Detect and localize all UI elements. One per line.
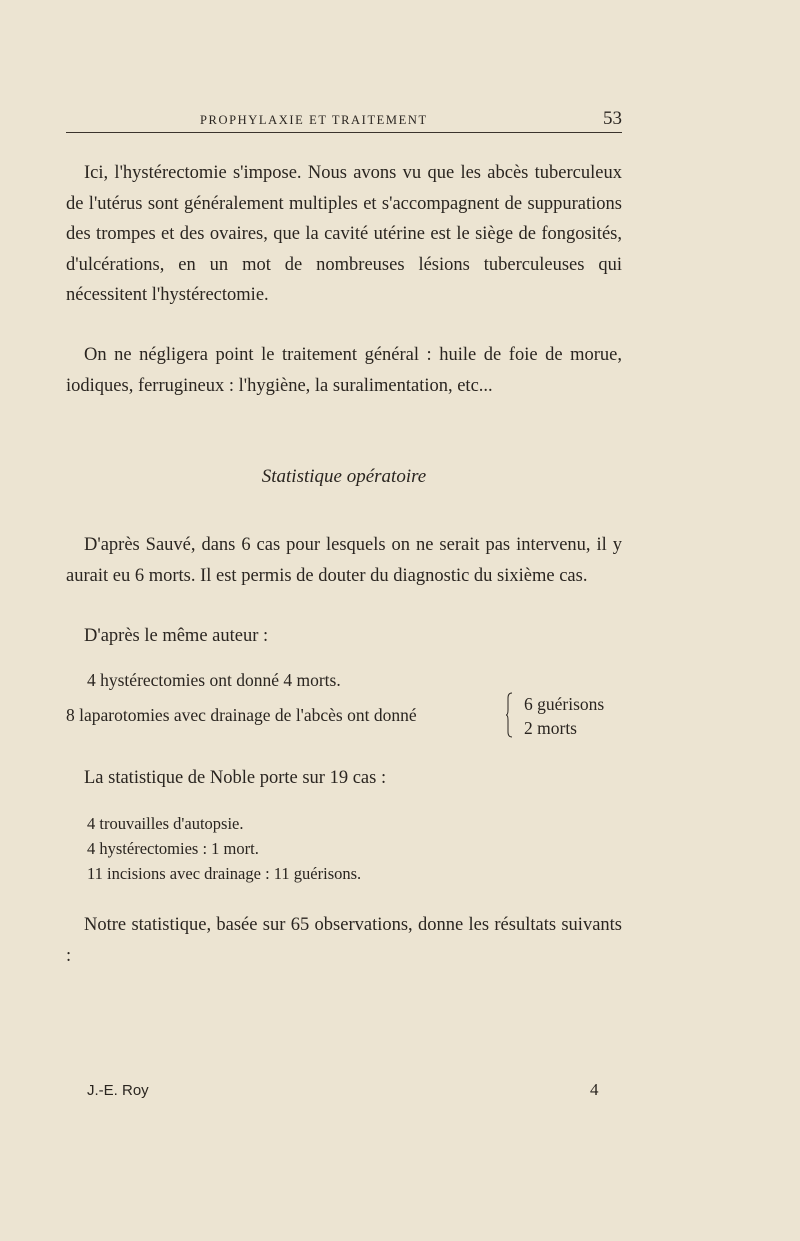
stat-outcome-deaths: 2 morts bbox=[524, 718, 577, 738]
section-title: Statistique opératoire bbox=[261, 466, 427, 487]
footer-author: J.-E. Roy bbox=[87, 1082, 149, 1099]
brace-icon bbox=[506, 692, 514, 738]
paragraph-noble: La statistique de Noble porte sur 19 cas : bbox=[84, 768, 387, 788]
stat-laparotomies: 8 laparotomies avec drainage de l'abcès ont donné bbox=[66, 705, 417, 725]
list-item: 4 hystérectomies : 1 mort. bbox=[87, 839, 259, 858]
header-rule bbox=[66, 132, 622, 133]
stat-hysterectomies: 4 hystérectomies ont donné 4 morts. bbox=[87, 670, 341, 690]
list-item: 11 incisions avec drainage : 11 guérisons. bbox=[87, 864, 362, 883]
paragraph-same-author: D'après le même auteur : bbox=[84, 626, 269, 646]
paragraph-hysterectomy: Ici, l'hystérectomie s'impose. Nous avons vu que les abcès tuberculeux de l'utérus sont généralement multiples et s'accompagnent de suppurations des trompes et des ovaires, que la cavité utérine est le siège de fongosités, d'ulcérations, en un mot de nombreuses lésions tuberculeuses qui nécessitent l'hystérectomie. bbox=[66, 163, 622, 305]
page-number: 53 bbox=[603, 108, 622, 129]
paragraph-conclusion: Notre statistique, basée sur 65 observations, donne les résultats suivants : bbox=[66, 915, 622, 966]
paragraph-general-treatment: On ne négligera point le traitement général : huile de foie de morue, iodiques, ferrugineux : l'hygiène, la suralimentation, etc... bbox=[66, 345, 622, 396]
list-item: 4 trouvailles d'autopsie. bbox=[87, 814, 244, 833]
page-header bbox=[66, 108, 622, 132]
stat-outcome-recoveries: 6 guérisons bbox=[524, 694, 605, 714]
running-head: PROPHYLAXIE ET TRAITEMENT bbox=[200, 113, 428, 127]
paragraph-sauve: D'après Sauvé, dans 6 cas pour lesquels on ne serait pas intervenu, il y aurait eu 6 morts. Il est permis de douter du diagnostic du sixième cas. bbox=[66, 535, 622, 586]
signature-mark: 4 bbox=[590, 1080, 599, 1099]
